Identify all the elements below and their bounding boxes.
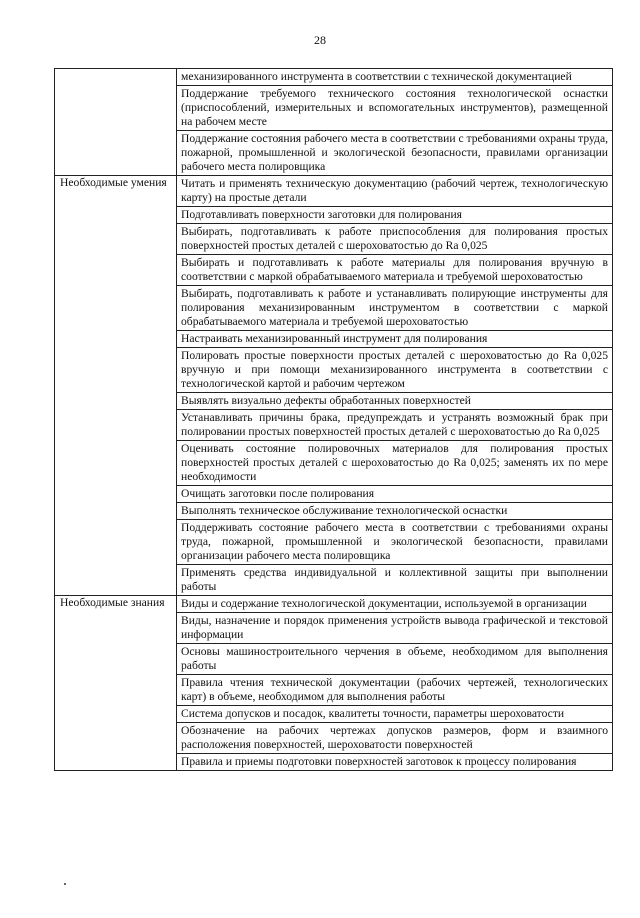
requirement-text: Оценивать состояние полировочных материалов для полирования простых поверхностей простых деталей с шероховатостью до Ra 0,025; заменять их по мере необходимости [177,441,613,486]
requirement-text: механизированного инструмента в соответствии с технической документацией [177,69,613,86]
requirement-text: Виды, назначение и порядок применения устройств вывода графической и текстовой информации [177,613,613,644]
table-row [55,69,613,86]
requirements-table [54,68,613,771]
requirement-text: Очищать заготовки после полирования [177,486,613,503]
requirement-text: Выбирать и подготавливать к работе материалы для полирования вручную в соответствии с маркой обрабатываемого материала и требуемой шероховатостью [177,255,613,286]
requirement-text: Выявлять визуально дефекты обработанных поверхностей [177,393,613,410]
requirements-table-body [55,69,613,771]
scan-dot [64,883,66,885]
requirement-text: Виды и содержание технологической документации, используемой в организации [177,596,613,613]
requirement-text: Обозначение на рабочих чертежах допусков размеров, форм и взаимного расположения поверхностей, шероховатости поверхностей [177,723,613,754]
requirement-text: Поддержание требуемого технического состояния технологической оснастки (приспособлений, измерительных и вспомогательных инструментов), размещенной на рабочем месте [177,86,613,131]
section-label [55,69,177,176]
requirement-text: Полировать простые поверхности простых деталей с шероховатостью до Ra 0,025 вручную и при помощи механизированного инструмента в соответствии с технологической картой и рабочим чертежом [177,348,613,393]
requirement-text: Выполнять техническое обслуживание технологической оснастки [177,503,613,520]
requirement-text: Подготавливать поверхности заготовки для полирования [177,207,613,224]
table-row [55,176,613,207]
section-label: Необходимые знания [55,596,177,771]
requirement-text: Настраивать механизированный инструмент для полирования [177,331,613,348]
requirement-text: Выбирать, подготавливать к работе и устанавливать полирующие инструменты для полирования механизированным инструментом в соответствии с маркой обрабатываемого материала и требуемой шероховатостью [177,286,613,331]
requirement-text: Применять средства индивидуальной и коллективной защиты при выполнении работы [177,565,613,596]
requirement-text: Устанавливать причины брака, предупреждать и устранять возможный брак при полировании простых поверхностей простых деталей с шероховатостью до Ra 0,025 [177,410,613,441]
requirement-text: Поддерживать состояние рабочего места в соответствии с требованиями охраны труда, пожарной, промышленной и экологической безопасности, правилами организации рабочего места полировщика [177,520,613,565]
requirement-text: Основы машиностроительного черчения в объеме, необходимом для выполнения работы [177,644,613,675]
requirement-text: Читать и применять техническую документацию (рабочий чертеж, технологическую карту) на простые детали [177,176,613,207]
table-row [55,596,613,613]
requirement-text: Система допусков и посадок, квалитеты точности, параметры шероховатости [177,706,613,723]
page-number: 28 [314,33,326,47]
requirement-text: Выбирать, подготавливать к работе приспособления для полирования простых поверхностей простых деталей с шероховатостью до Ra 0,025 [177,224,613,255]
requirement-text: Поддержание состояния рабочего места в соответствии с требованиями охраны труда, пожарной, промышленной и экологической безопасности, правилами организации рабочего места полировщика [177,131,613,176]
section-label: Необходимые умения [55,176,177,596]
requirement-text: Правила чтения технической документации (рабочих чертежей, технологических карт) в объеме, необходимом для выполнения работы [177,675,613,706]
requirement-text: Правила и приемы подготовки поверхностей заготовок к процессу полирования [177,754,613,771]
